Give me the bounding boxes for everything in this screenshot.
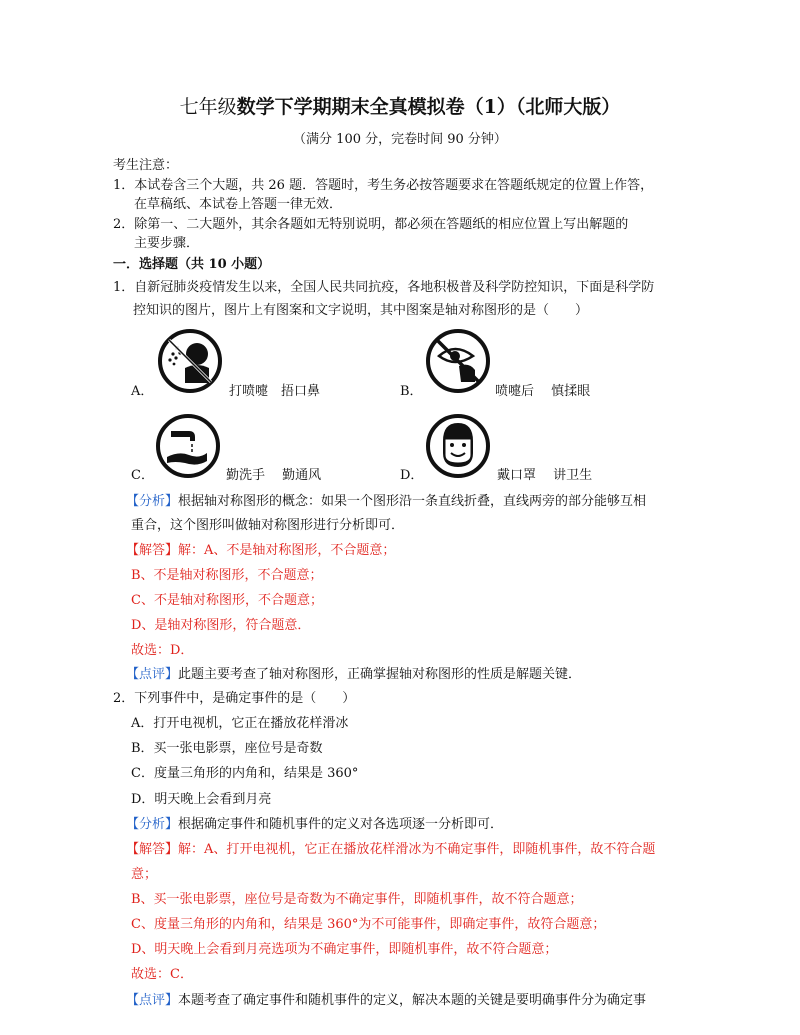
notice-item-2-cont: 主要步骤．	[134, 236, 200, 251]
q2-answer-line1: 解：A、打开电视机，它正在播放花样滑冰为不确定事件，即随机事件，故不符合题	[178, 842, 656, 857]
page-title	[0, 94, 800, 120]
wear-mask-icon	[425, 413, 491, 479]
q1-stem-line1: 1．自新冠肺炎疫情发生以来，全国人民共同抗疫，各地积极普及科学防控知识，下面是科学防	[113, 280, 655, 295]
notice-item-1-cont: 在草稿纸、本试卷上答题一律无效．	[134, 197, 343, 212]
q1-option-a-label: A．	[131, 384, 154, 399]
q2-option-c: C．度量三角形的内角和，结果是 360°	[131, 766, 359, 781]
q1-option-c-caption: 勤洗手 勤通风	[226, 468, 322, 483]
q1-analysis-text: 根据轴对称图形的概念：如果一个图形沿一条直线折叠，直线两旁的部分能够互相	[178, 494, 647, 509]
q1-option-d-caption: 戴口罩 讲卫生	[497, 468, 593, 483]
q1-option-b-caption: 喷嚏后 慎揉眼	[495, 384, 591, 399]
q1-comment-tag: 【点评】	[126, 667, 179, 682]
q1-stem-line2: 控知识的图片，图片上有图案和文字说明，其中图案是轴对称图形的是（ ）	[133, 303, 589, 318]
q1-comment-text: 此题主要考查了轴对称图形，正确掌握轴对称图形的性质是解题关键．	[178, 667, 582, 682]
page-subtitle: （满分 100 分，完卷时间 90 分钟）	[293, 132, 507, 147]
wash-hands-icon	[155, 413, 221, 479]
notice-heading: 考生注意：	[113, 158, 179, 173]
q1-option-c-label: C．	[131, 468, 154, 483]
q1-answer-line2: B、不是轴对称图形，不合题意；	[131, 568, 323, 583]
q1-option-d-label: D．	[400, 468, 424, 483]
q2-analysis	[126, 816, 503, 834]
q2-analysis-tag: 【分析】	[126, 817, 179, 832]
q1-comment	[126, 666, 581, 684]
q2-option-d: D．明天晚上会看到月亮	[131, 792, 272, 807]
q2-answer	[126, 841, 655, 859]
q2-answer-tag: 【解答】	[126, 842, 179, 857]
notice-item-1: 1．本试卷含三个大题，共 26 题．答题时，考生务必按答题要求在答题纸规定的位置上作答，	[113, 178, 654, 193]
q1-analysis	[126, 493, 646, 511]
q2-choice: 故选：C．	[131, 967, 193, 982]
q2-answer-line2: 意；	[131, 867, 158, 882]
q1-analysis-cont: 重合，这个图形叫做轴对称图形进行分析即可．	[131, 518, 405, 533]
q2-stem: 2．下列事件中，是确定事件的是（ ）	[113, 691, 356, 706]
q1-answer-line4: D、是轴对称图形，符合题意．	[131, 618, 311, 633]
title-grade: 七年级	[179, 96, 237, 118]
q1-choice: 故选：D．	[131, 643, 194, 658]
section-heading: 一．选择题（共 10 小题）	[113, 257, 271, 272]
q2-comment	[126, 992, 646, 1010]
q1-option-b-label: B．	[400, 384, 423, 399]
q2-answer-line5: D、明天晚上会看到月亮选项为不确定事件，即随机事件，故不符合题意；	[131, 942, 558, 957]
q2-answer-line3: B、买一张电影票，座位号是奇数为不确定事件，即随机事件，故不符合题意；	[131, 892, 583, 907]
notice-item-2: 2．除第一、二大题外，其余各题如无特别说明，都必须在答题纸的相应位置上写出解题的	[113, 217, 629, 232]
q1-answer-line1: 解：A、不是轴对称图形，不合题意；	[178, 543, 396, 558]
q1-answer-line3: C、不是轴对称图形，不合题意；	[131, 593, 323, 608]
title-main: 数学下学期期末全真模拟卷（1）（北师大版）	[236, 96, 621, 118]
q2-answer-line4: C、度量三角形的内角和，结果是 360°为不可能事件，即确定事件，故符合题意；	[131, 917, 606, 932]
no-rub-eyes-icon	[425, 328, 491, 394]
q1-analysis-tag: 【分析】	[126, 494, 179, 509]
q2-analysis-text: 根据确定事件和随机事件的定义对各选项逐一分析即可．	[178, 817, 504, 832]
q2-comment-tag: 【点评】	[126, 993, 179, 1008]
q2-option-b: B．买一张电影票，座位号是奇数	[131, 741, 323, 756]
q1-answer-tag: 【解答】	[126, 543, 179, 558]
q2-comment-text: 本题考查了确定事件和随机事件的定义，解决本题的关键是要明确事件分为确定事	[178, 993, 647, 1008]
q1-answer	[126, 542, 395, 560]
q1-option-a-caption: 打喷嚏 捂口鼻	[229, 384, 321, 399]
sneeze-cover-icon	[157, 328, 223, 394]
q2-option-a: A．打开电视机，它正在播放花样滑冰	[131, 716, 349, 731]
